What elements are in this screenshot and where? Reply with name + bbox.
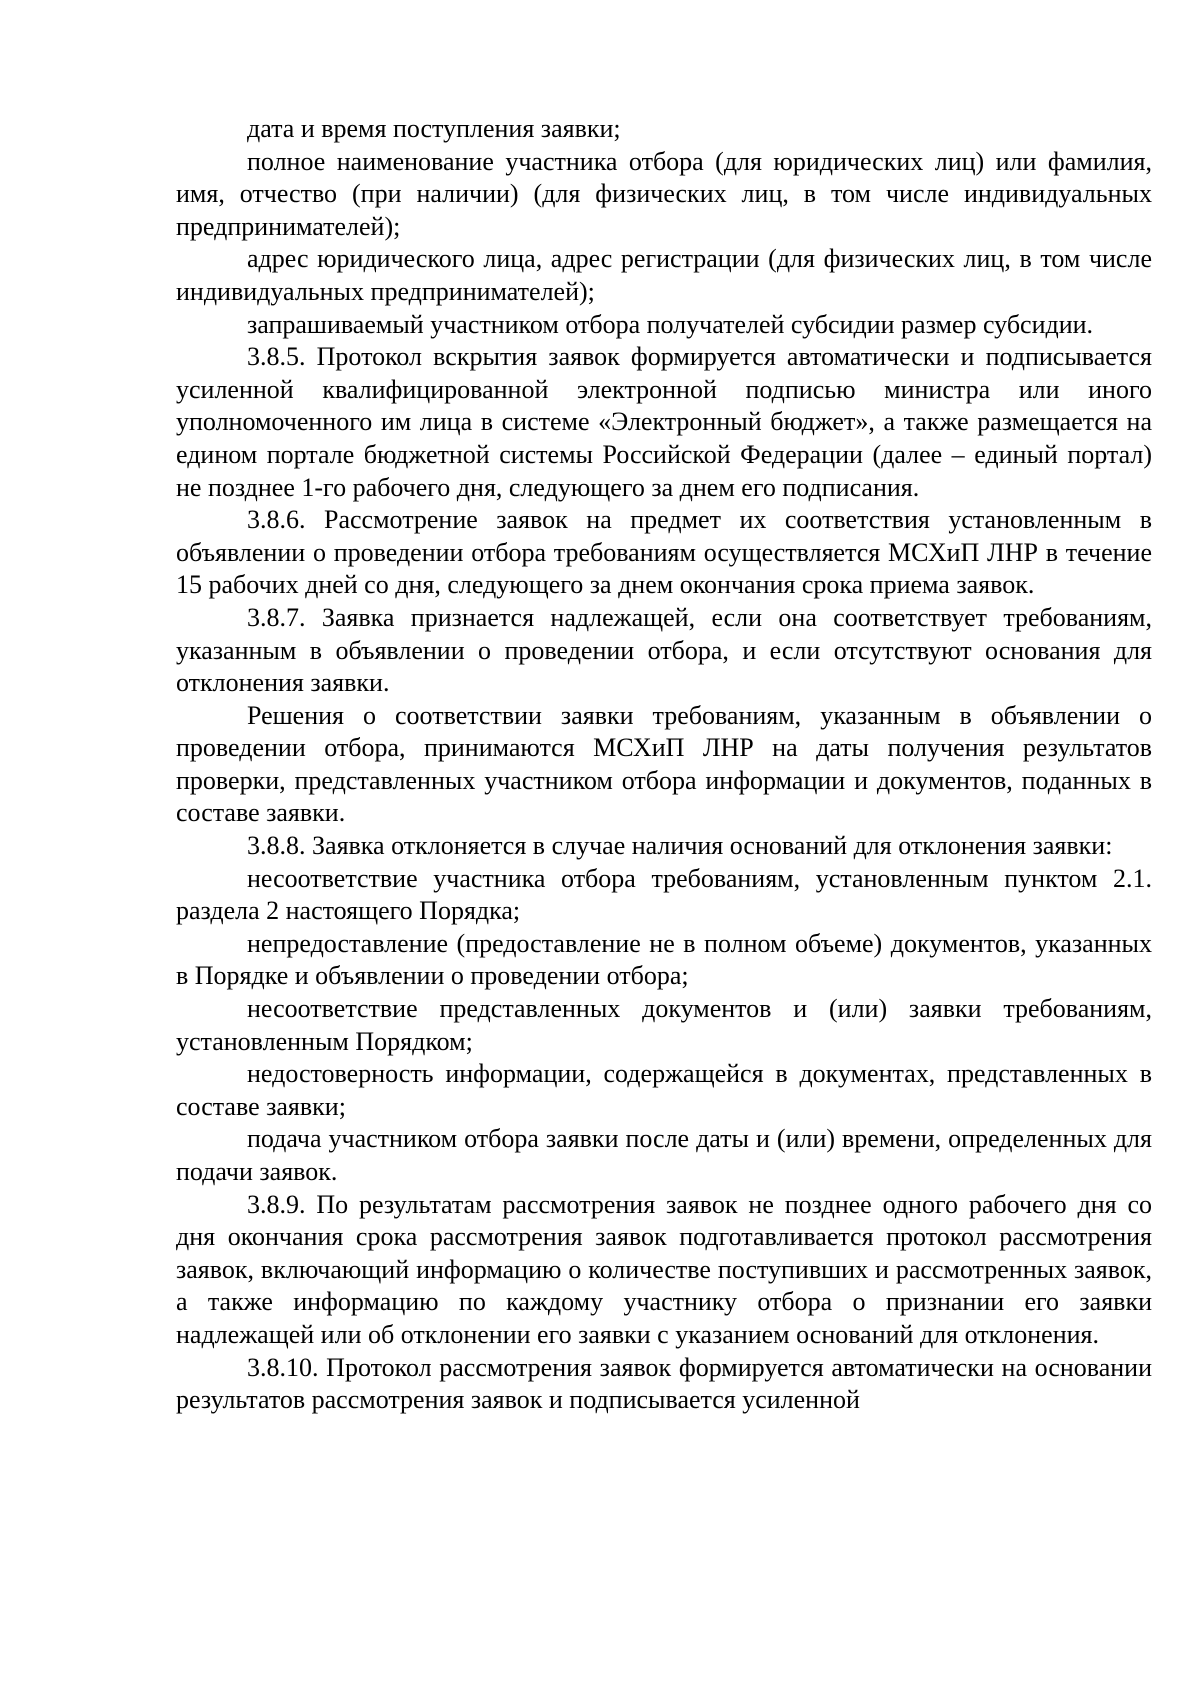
- paragraph-3-8-10: 3.8.10. Протокол рассмотрения заявок формируется автоматически на основании результатов рассмотрения заявок и подписывается усиленной: [176, 1352, 1152, 1415]
- paragraph-rejection-reason-false-info: недостоверность информации, содержащейся в документах, представленных в составе заявки;: [176, 1059, 1152, 1121]
- paragraph-3-8-7: 3.8.7. Заявка признается надлежащей, если она соответствует требованиям, указанным в объявлении о проведении отбора, и если отсутствуют основания для отклонения заявки.: [176, 602, 1152, 698]
- paragraph-rejection-reason-missing-docs: непредоставление (предоставление не в полном объеме) документов, указанных в Порядке и объявлении о проведении отбора;: [176, 928, 1152, 991]
- paragraph-requested-subsidy: запрашиваемый участником отбора получателей субсидии размер субсидии.: [247, 309, 1094, 339]
- paragraph-rejection-reason-late-submission: подача участником отбора заявки после даты и (или) времени, определенных для подачи заявок.: [176, 1124, 1152, 1186]
- paragraph-address: адрес юридического лица, адрес регистрации (для физических лиц, в том числе индивидуальных предпринимателей);: [176, 244, 1152, 306]
- paragraph-rejection-reason-participant: несоответствие участника отбора требованиям, установленным пунктом 2.1. раздела 2 настоящего Порядка;: [176, 863, 1152, 926]
- paragraph-conformity-decisions: Решения о соответствии заявки требованиям, указанным в объявлении о проведении отбора, принимаются МСХиП ЛНР на даты получения результатов проверки, представленных участником отбора информации и документов, поданных в составе заявки.: [176, 700, 1152, 828]
- paragraph-application-datetime: дата и время поступления заявки;: [247, 114, 621, 143]
- paragraph-3-8-8: 3.8.8. Заявка отклоняется в случае наличия оснований для отклонения заявки:: [247, 831, 1113, 861]
- paragraph-participant-name: полное наименование участника отбора (для юридических лиц) или фамилия, имя, отчество (при наличии) (для физических лиц, в том числе индивидуальных предпринимателей);: [176, 146, 1152, 241]
- paragraph-3-8-6: 3.8.6. Рассмотрение заявок на предмет их соответствия установленным в объявлении о проведении отбора требованиям осуществляется МСХиП ЛНР в течение 15 рабочих дней со дня, следующего за днем окончания срока приема заявок.: [176, 505, 1152, 600]
- document-page: [176, 113, 1152, 1417]
- paragraph-rejection-reason-nonconforming-docs: несоответствие представленных документов и (или) заявки требованиям, установленным Порядком;: [176, 994, 1152, 1056]
- paragraph-3-8-9: 3.8.9. По результатам рассмотрения заявок не позднее одного рабочего дня со дня окончания срока рассмотрения заявок подготавливается протокол рассмотрения заявок, включающий информацию о количестве поступивших и рассмотренных заявок, а также информацию по каждому участнику отбора о признании его заявки надлежащей или об отклонении его заявки с указанием оснований для отклонения.: [176, 1189, 1152, 1349]
- paragraph-3-8-5: 3.8.5. Протокол вскрытия заявок формируется автоматически и подписывается усиленной квалифицированной электронной подписью министра или иного уполномоченного им лица в системе «Электронный бюджет», а также размещается на едином портале бюджетной системы Российской Федерации (далее – единый портал) не позднее 1-го рабочего дня, следующего за днем его подписания.: [176, 342, 1152, 502]
